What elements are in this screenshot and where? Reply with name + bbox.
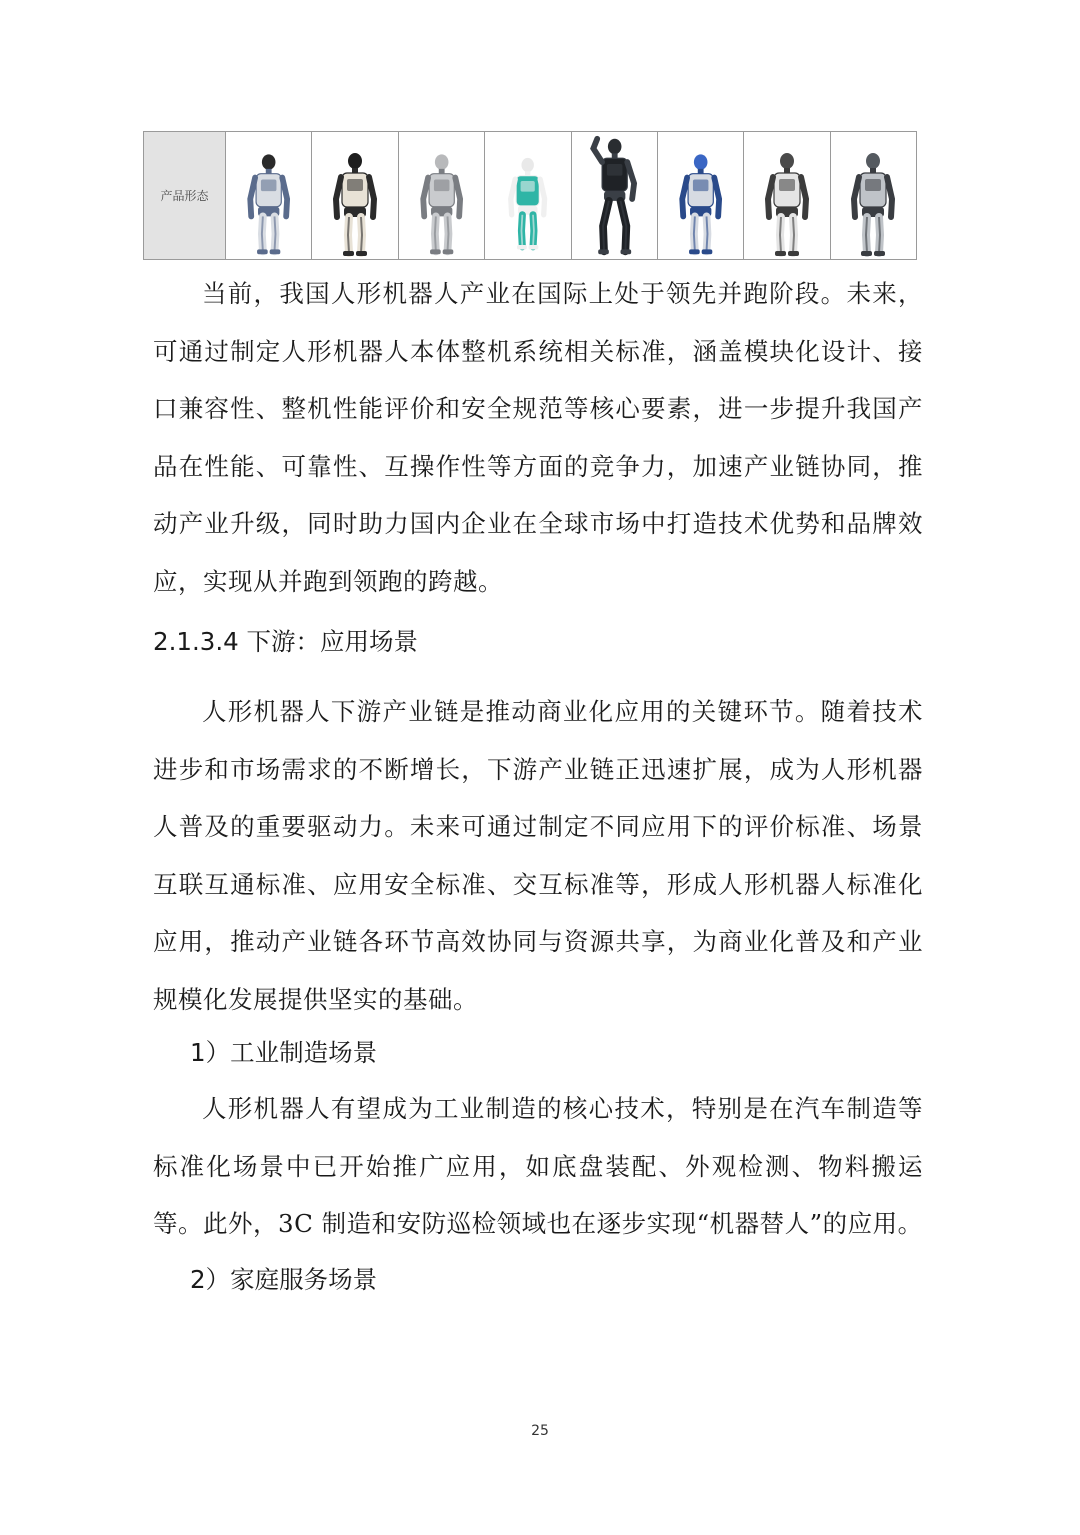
robot-photo-cell xyxy=(226,132,312,259)
paragraph-midstream-summary: 当前，我国人形机器人产业在国际上处于领先并跑阶段。未来，可通过制定人形机器人本体整机系统相关标准，涵盖模块化设计、接口兼容性、整机性能评价和安全规范等核心要素，进一步提升我国产品在性能、可靠性、互操作性等方面的竞争力，加速产业链协同，推动产业升级，同时助力国内企业在全球市场中打造技术优势和品牌效应，实现从并跑到领跑的跨越。 xyxy=(153,279,923,596)
subheading-home-service: 2）家庭服务场景 xyxy=(190,1265,378,1294)
section-heading-downstream: 2.1.3.4 下游：应用场景 xyxy=(153,627,419,656)
robot-photo-cell xyxy=(485,132,571,259)
humanoid-robot-photo xyxy=(399,135,484,259)
robot-photo-cell xyxy=(658,132,744,259)
humanoid-robot-photo xyxy=(226,135,311,259)
subheading-industrial-manufacturing: 1）工业制造场景 xyxy=(190,1038,378,1067)
humanoid-robot-photo xyxy=(833,135,913,259)
product-form-table xyxy=(143,131,917,260)
paragraph-downstream-intro: 人形机器人下游产业链是推动商业化应用的关键环节。随着技术进步和市场需求的不断增长，下游产业链正迅速扩展，成为人形机器人普及的重要驱动力。未来可通过制定不同应用下的评价标准、场景互联互通标准、应用安全标准、交互标准等，形成人形机器人标准化应用，推动产业链各环节高效协同与资源共享，为商业化普及和产业规模化发展提供坚实的基础。 xyxy=(153,697,923,1014)
page-number: 25 xyxy=(531,1423,549,1439)
table-label-cell: 产品形态 xyxy=(144,132,226,259)
humanoid-robot-photo xyxy=(485,135,570,259)
robot-photo-cell xyxy=(744,132,830,259)
paragraph-industrial-manufacturing: 人形机器人有望成为工业制造的核心技术，特别是在汽车制造等标准化场景中已开始推广应用，如底盘装配、外观检测、物料搬运等。此外，3C 制造和安防巡检领域也在逐步实现“机器替人”的应用。 xyxy=(153,1094,923,1238)
humanoid-robot-photo xyxy=(752,135,822,259)
humanoid-robot-photo xyxy=(316,135,394,259)
humanoid-robot-photo xyxy=(572,135,657,259)
robot-photo-cell xyxy=(831,132,916,259)
humanoid-robot-photo xyxy=(658,135,743,259)
robot-photo-cell xyxy=(399,132,485,259)
robot-photo-cell xyxy=(312,132,398,259)
robot-photo-cell xyxy=(572,132,658,259)
